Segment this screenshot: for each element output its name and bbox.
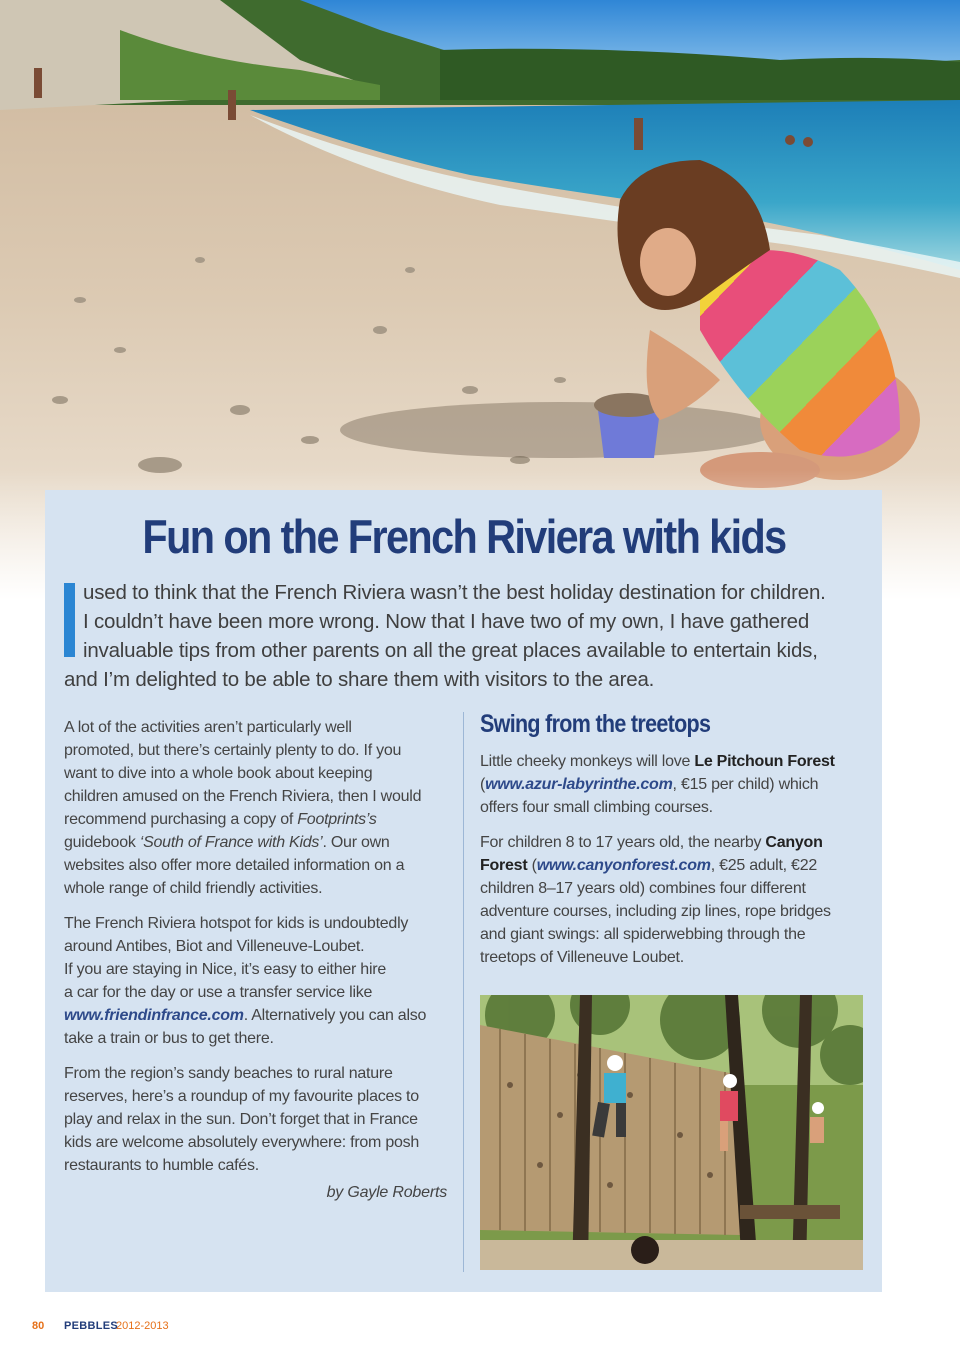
column-divider: [463, 712, 464, 1272]
intro-line: invaluable tips from other parents on all the great places available to entertain kids,: [83, 639, 818, 662]
publication-year: 2012-2013: [116, 1320, 169, 1332]
venue-name: Le Pitchoun Forest: [694, 753, 835, 770]
venue-name: Canyon: [765, 834, 823, 851]
paragraph: [64, 716, 449, 900]
text-line: (www.azur-labyrinthe.com, €15 per child) which: [480, 776, 819, 793]
text-line: children 8–17 years old) combines four different: [480, 880, 806, 897]
text-line: want to dive into a whole book about keeping: [64, 765, 373, 782]
text-line: If you are staying in Nice, it’s easy to either hire: [64, 961, 386, 978]
paragraph: [480, 831, 865, 969]
text-line: children amused on the French Riviera, then I would: [64, 788, 422, 805]
right-column: [480, 750, 865, 981]
text-line: promoted, but there’s certainly plenty to do. If you: [64, 742, 402, 759]
publication-name: PEBBLES: [64, 1320, 119, 1332]
text-line: For children 8 to 17 years old, the nearby Canyon: [480, 834, 823, 851]
text-line: www.friendinfrance.com. Alternatively you can also: [64, 1007, 427, 1024]
text-line: offers four small climbing courses.: [480, 799, 713, 816]
climbing-wall-photo: [480, 995, 863, 1270]
text-line: Little cheeky monkeys will love Le Pitchoun Forest: [480, 753, 835, 770]
text-line: websites also offer more detailed information on a: [64, 857, 405, 874]
text-line: adventure courses, including zip lines, rope bridges: [480, 903, 831, 920]
section-heading: Swing from the treetops: [480, 710, 711, 738]
italic-text: Footprints’s: [297, 811, 377, 828]
text-line: The French Riviera hotspot for kids is undoubtedly: [64, 915, 409, 932]
article-title: Fun on the French Riviera with kids: [142, 510, 786, 563]
website-link[interactable]: www.azur-labyrinthe.com: [485, 776, 673, 793]
paragraph: [480, 750, 865, 819]
text-line: guidebook ‘South of France with Kids’. Our own: [64, 834, 390, 851]
paragraph: [64, 1062, 449, 1177]
text-line: recommend purchasing a copy of Footprints’s: [64, 811, 377, 828]
text-line: play and relax in the sun. Don’t forget that in France: [64, 1111, 418, 1128]
byline: by Gayle Roberts: [326, 1184, 447, 1201]
intro-line: and I’m delighted to be able to share them with visitors to the area.: [64, 668, 655, 691]
text-line: From the region’s sandy beaches to rural nature: [64, 1065, 393, 1082]
article-intro: [64, 578, 864, 694]
page-number: 80: [32, 1320, 45, 1332]
text-line: A lot of the activities aren’t particularly well: [64, 719, 352, 736]
paragraph: [64, 912, 449, 1050]
text-line: and giant swings: all spiderwebbing through the: [480, 926, 806, 943]
italic-text: ‘South of France with Kids’: [139, 834, 323, 851]
text-line: around Antibes, Biot and Villeneuve-Loubet.: [64, 938, 365, 955]
text-line: kids are welcome absolutely everywhere: from posh: [64, 1134, 420, 1151]
text-line: Forest (www.canyonforest.com, €25 adult, €22: [480, 857, 817, 874]
text-line: a car for the day or use a transfer service like: [64, 984, 373, 1001]
left-column: [64, 716, 449, 1189]
venue-name: Forest: [480, 857, 528, 874]
intro-line: I couldn’t have been more wrong. Now that I have two of my own, I have gathered: [83, 610, 810, 633]
text-line: treetops of Villeneuve Loubet.: [480, 949, 684, 966]
website-link[interactable]: www.canyonforest.com: [536, 857, 711, 874]
website-link[interactable]: www.friendinfrance.com: [64, 1007, 244, 1024]
text-line: restaurants to humble cafés.: [64, 1157, 259, 1174]
text-line: reserves, here’s a roundup of my favourite places to: [64, 1088, 419, 1105]
text-line: take a train or bus to get there.: [64, 1030, 274, 1047]
intro-line: used to think that the French Riviera wasn’t the best holiday destination for children.: [83, 581, 826, 604]
text-line: whole range of child friendly activities.: [64, 880, 323, 897]
